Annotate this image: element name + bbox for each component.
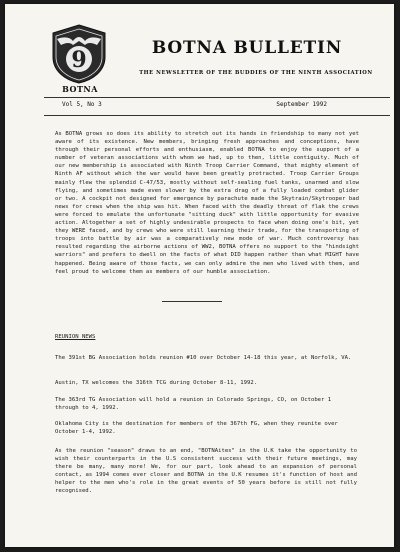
newsletter-title: BOTNA BULLETIN (151, 38, 343, 58)
issue-date: September 1992 (276, 101, 327, 108)
section-heading-reunion-news: REUNION NEWS (55, 334, 96, 340)
ninth-air-force-emblem-icon (51, 23, 107, 85)
news-item: As the reunion "season" draws to an end, "BOTNAites" in the U.K take the opportunity to wish their counterparts in the U.S consistent success with their future meetings, may there be many, many more! We, for our part, look ahead to an expansion of personal contact, as 1994 comes ever closer and BOTNA in the U.K resumes it's function of host and helper to the men who's role in the great events of 50 years before is still not fully recognised. (55, 448, 357, 495)
section-divider (162, 301, 222, 302)
intro-paragraph: As BOTNA grows so does its ability to stretch out its hands in friendship to many not yet aware of its existence. New members, bringing fresh approaches and conceptions, have through their personal efforts and enthusiasm, enabled BOTNA to enjoy the support of a number of veteran associations with whom we had, up to then, little contiguity. Much of our new membership is associated with Ninth Troop Carrier Command, that mighty element of Ninth AF without which the war would have been greatly protracted. Troop Carrier Groups mainly flew the splendid C-47/53, mostly without self-sealing fuel tanks, unarmed and slow flying, and sometimes made even slower by the extra drag of a fully loaded combat glider or two. A cockpit not designed for emergence by parachute made the Skytrain/Skytrooper bad news for crews when the ship was hit. When faced with the deadly threat of flak the crews were forced to emulate the unfortunate "sitting duck" with little opportunity for evasive action. Altogether a set of highly undesirable prospects to face when doing one's bit, yet they WERE faced, and by crews who were still learning their trade, for the transporting of troops into battle by air was a comparatively new mode of war. Much controversy has resulted regarding the airborne actions of WW2, BOTNA offers no support to the "hindsight warriors" and prefers to dwell on the facts of what DID happen rather than what MIGHT have happened. Being aware of those facts, we can only admire the men who lived with them, and feel proud to welcome them as members of our humble association. (55, 131, 359, 275)
header-rule-bottom (44, 115, 390, 116)
news-item: Oklahoma City is the destination for members of the 367th FG, when they reunite over October 1-4, 1992. (55, 421, 338, 436)
issue-info (62, 101, 327, 108)
logo-wordmark: BOTNA (62, 84, 98, 94)
newsletter-page (5, 4, 394, 547)
newsletter-subtitle: THE NEWSLETTER OF THE BUDDIES OF THE NINTH ASSOCIATION (139, 70, 373, 76)
news-item: Austin, TX welcomes the 316th TCG during October 8-11, 1992. (55, 380, 258, 386)
news-item: The 391st BG Association holds reunion #10 over October 14-18 this year, at Norfolk, VA. (55, 355, 352, 361)
header-rule-top (44, 97, 390, 98)
news-item: The 363rd TG Association will hold a reunion in Colorado Springs, CO, on October 1 through to 4, 1992. (55, 397, 332, 412)
issue-volume: Vol 5, No 3 (62, 101, 102, 108)
svg-text:9: 9 (71, 47, 87, 73)
